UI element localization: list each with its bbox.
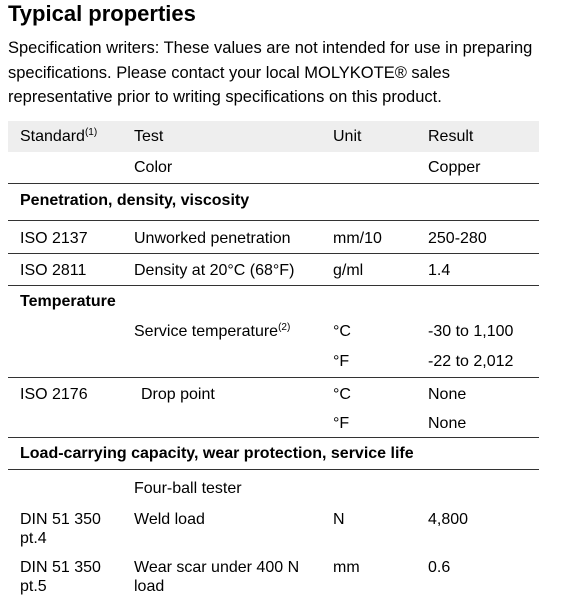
header-test: Test [134,128,164,145]
footnote-2: (2) [278,322,291,333]
cell-result: -22 to 2,012 [428,353,514,370]
cell-result: 4,800 [428,511,469,528]
cell-unit: °C [333,323,351,340]
header-standard: Standard$^{(1)}$ [20,127,98,145]
footnote-1: (1) [84,127,98,138]
section-temperature [8,286,539,315]
cell-unit: N [333,511,345,528]
cell-unit: mm/10 [333,230,382,247]
cell-result: 0.6 [428,559,451,576]
cell-test: Color [134,159,173,176]
table-row-service-temp-c [8,315,539,346]
table-row-service-temp-f [8,346,539,378]
section-penetration [8,184,539,221]
table-header-row [8,121,539,152]
cell-result: -30 to 1,100 [428,323,514,340]
cell-test: Weld load [134,511,205,528]
table-row-drop-point-f [8,411,539,438]
header-result: Result [428,128,474,145]
cell-unit: g/ml [333,262,364,279]
header-unit: Unit [333,128,362,145]
page-title: Typical properties [8,1,196,26]
cell-result: None [428,386,467,403]
cell-test: Density at 20°C (68°F) [134,262,295,279]
table-row-iso2137 [8,221,539,254]
table-row-iso2811 [8,254,539,286]
cell-test: Wear scar under 400 N load [134,559,300,595]
section-load-carrying [8,438,539,470]
properties-table [8,121,539,594]
cell-result: None [428,415,467,432]
cell-standard: DIN 51 350 pt.5 [20,559,101,595]
table-row-four-ball [8,470,539,504]
section-heading: Penetration, density, viscosity [20,192,250,209]
section-heading: Load-carrying capacity, wear protection, service life [20,445,414,462]
cell-unit: °F [333,353,350,370]
cell-standard: ISO 2811 [20,262,87,279]
cell-result: Copper [428,159,481,176]
table-row-weld-load [8,504,539,552]
cell-standard: ISO 2176 [20,386,88,403]
cell-standard: DIN 51 350 pt.4 [20,511,101,547]
cell-test: Service temperature$^{(2)}$ [134,322,291,340]
section-heading: Temperature [20,293,116,310]
cell-unit: °F [333,415,350,432]
cell-standard: ISO 2137 [20,230,88,247]
cell-unit: °C [333,386,351,403]
table-row-color [8,152,539,184]
cell-test: Unworked penetration [134,230,291,247]
table-row-wear-scar [8,552,539,594]
cell-unit: mm [333,559,360,576]
cell-test: Drop point [141,386,215,403]
cell-result: 1.4 [428,262,451,279]
cell-result: 250-280 [428,230,487,247]
cell-test: Four-ball tester [134,480,242,497]
table-row-drop-point-c [8,378,539,411]
intro-paragraph: Specification writers: These values are not intended for use in preparing specifications. Please contact your local MOLYKOTE® sales representative prior to writing specifications on this product. [8,39,533,106]
